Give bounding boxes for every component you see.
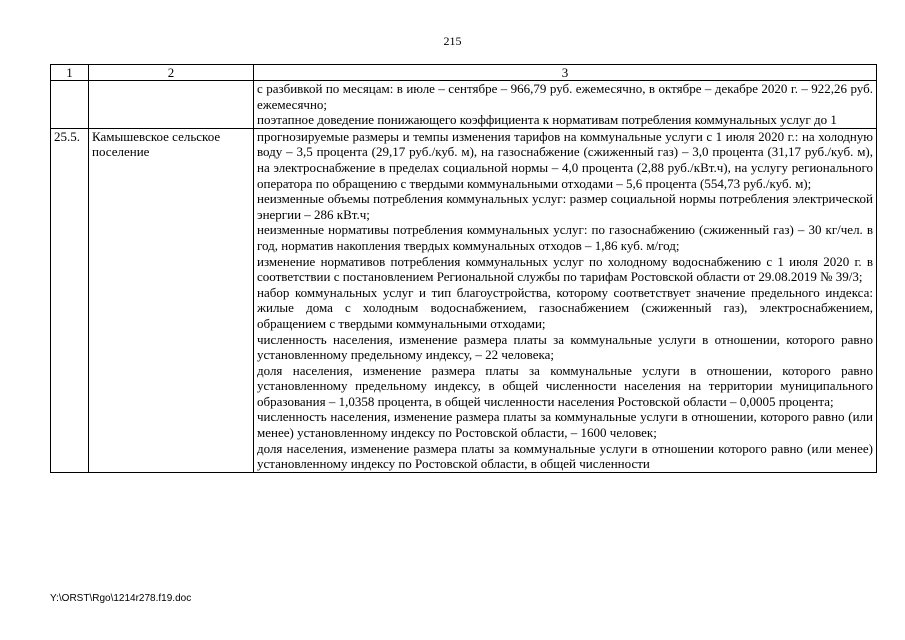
document-table <box>50 64 877 473</box>
row-paragraph: численность населения, изменение размера платы за коммунальные услуги в отношении, которого равно (или менее) установленному индексу по Ростовской области, – 1600 человек; <box>257 409 873 441</box>
row-paragraph: численность населения, изменение размера платы за коммунальные услуги в отношении, которого равно установленному предельному индексу, – 22 человека; <box>257 331 873 363</box>
row-paragraph: набор коммунальных услуг и тип благоустройства, которому соответствует значение предельного индекса: жилые дома с холодным водоснабжением, газоснабжением (сжиженный газ), электроснабжением, обращением с твердыми коммунальными отходами; <box>257 284 873 331</box>
table-row-25-5 <box>51 128 877 472</box>
column-header-2: 2 <box>89 65 254 81</box>
table-row-continuation <box>51 81 877 129</box>
table-header-row <box>51 65 877 81</box>
row-paragraph: неизменные объемы потребления коммунальных услуг: размер социальной нормы потребления электрической энергии – 286 кВт.ч; <box>257 191 873 222</box>
column-header-1: 1 <box>51 65 89 81</box>
row-paragraph: доля населения, изменение размера платы за коммунальные услуги в отношении которого равно (или менее) установленному индексу по Ростовской области, в общей численности <box>257 440 873 472</box>
row-paragraph: доля населения, изменение размера платы за коммунальные услуги в отношении, которого равно установленному предельному индексу, в общей численности населения на территории муниципального образования – 1,0358 процента, в общей численности населения Ростовской области – 0,0005 процента; <box>257 362 873 409</box>
row-paragraph: неизменные нормативы потребления коммунальных услуг: по газоснабжению (сжиженный газ) – 30 кг/чел. в год, норматив накопления твердых коммунальных отходов – 1,86 куб. м/год; <box>257 222 873 253</box>
row-paragraph: изменение нормативов потребления коммунальных услуг по холодному водоснабжению с 1 июля 2020 г. в соответствии с постановлением Региональной службы по тарифам Ростовской области от 29.08.2019 № 39/3; <box>257 253 873 285</box>
row-text-cell <box>254 128 877 472</box>
row-name-cell <box>89 81 254 129</box>
column-header-3: 3 <box>254 65 877 81</box>
file-path-footer: Y:\ORST\Rgo\1214r278.f19.doc <box>50 593 192 604</box>
row-name-cell: Камышевское сельское поселение <box>89 128 254 472</box>
page-number: 215 <box>443 34 462 48</box>
row-number-cell: 25.5. <box>51 128 89 472</box>
row-paragraph: прогнозируемые размеры и темпы изменения тарифов на коммунальные услуги с 1 июля 2020 г.: на холодную воду – 3,5 процента (29,17 руб./куб. м), на газоснабжение (сжиженный газ) – 3,0 процента (31,17 руб./куб. м), на электроснабжение в пределах социальной нормы – 4,0 процента (2,88 руб./кВт.ч), на услугу регионального оператора по обращению с твердыми коммунальными отходами – 5,6 процента (554,73 руб./куб. м); <box>257 128 873 191</box>
row-text-cell <box>254 81 877 129</box>
continuation-paragraph: с разбивкой по месяцам: в июле – сентябре – 966,79 руб. ежемесячно, в октябре – декабре 2020 г. – 922,26 руб. ежемесячно; <box>257 81 873 112</box>
row-number-cell <box>51 81 89 129</box>
continuation-paragraph: поэтапное доведение понижающего коэффициента к нормативам потребления коммунальных услуг до 1 <box>257 112 837 128</box>
